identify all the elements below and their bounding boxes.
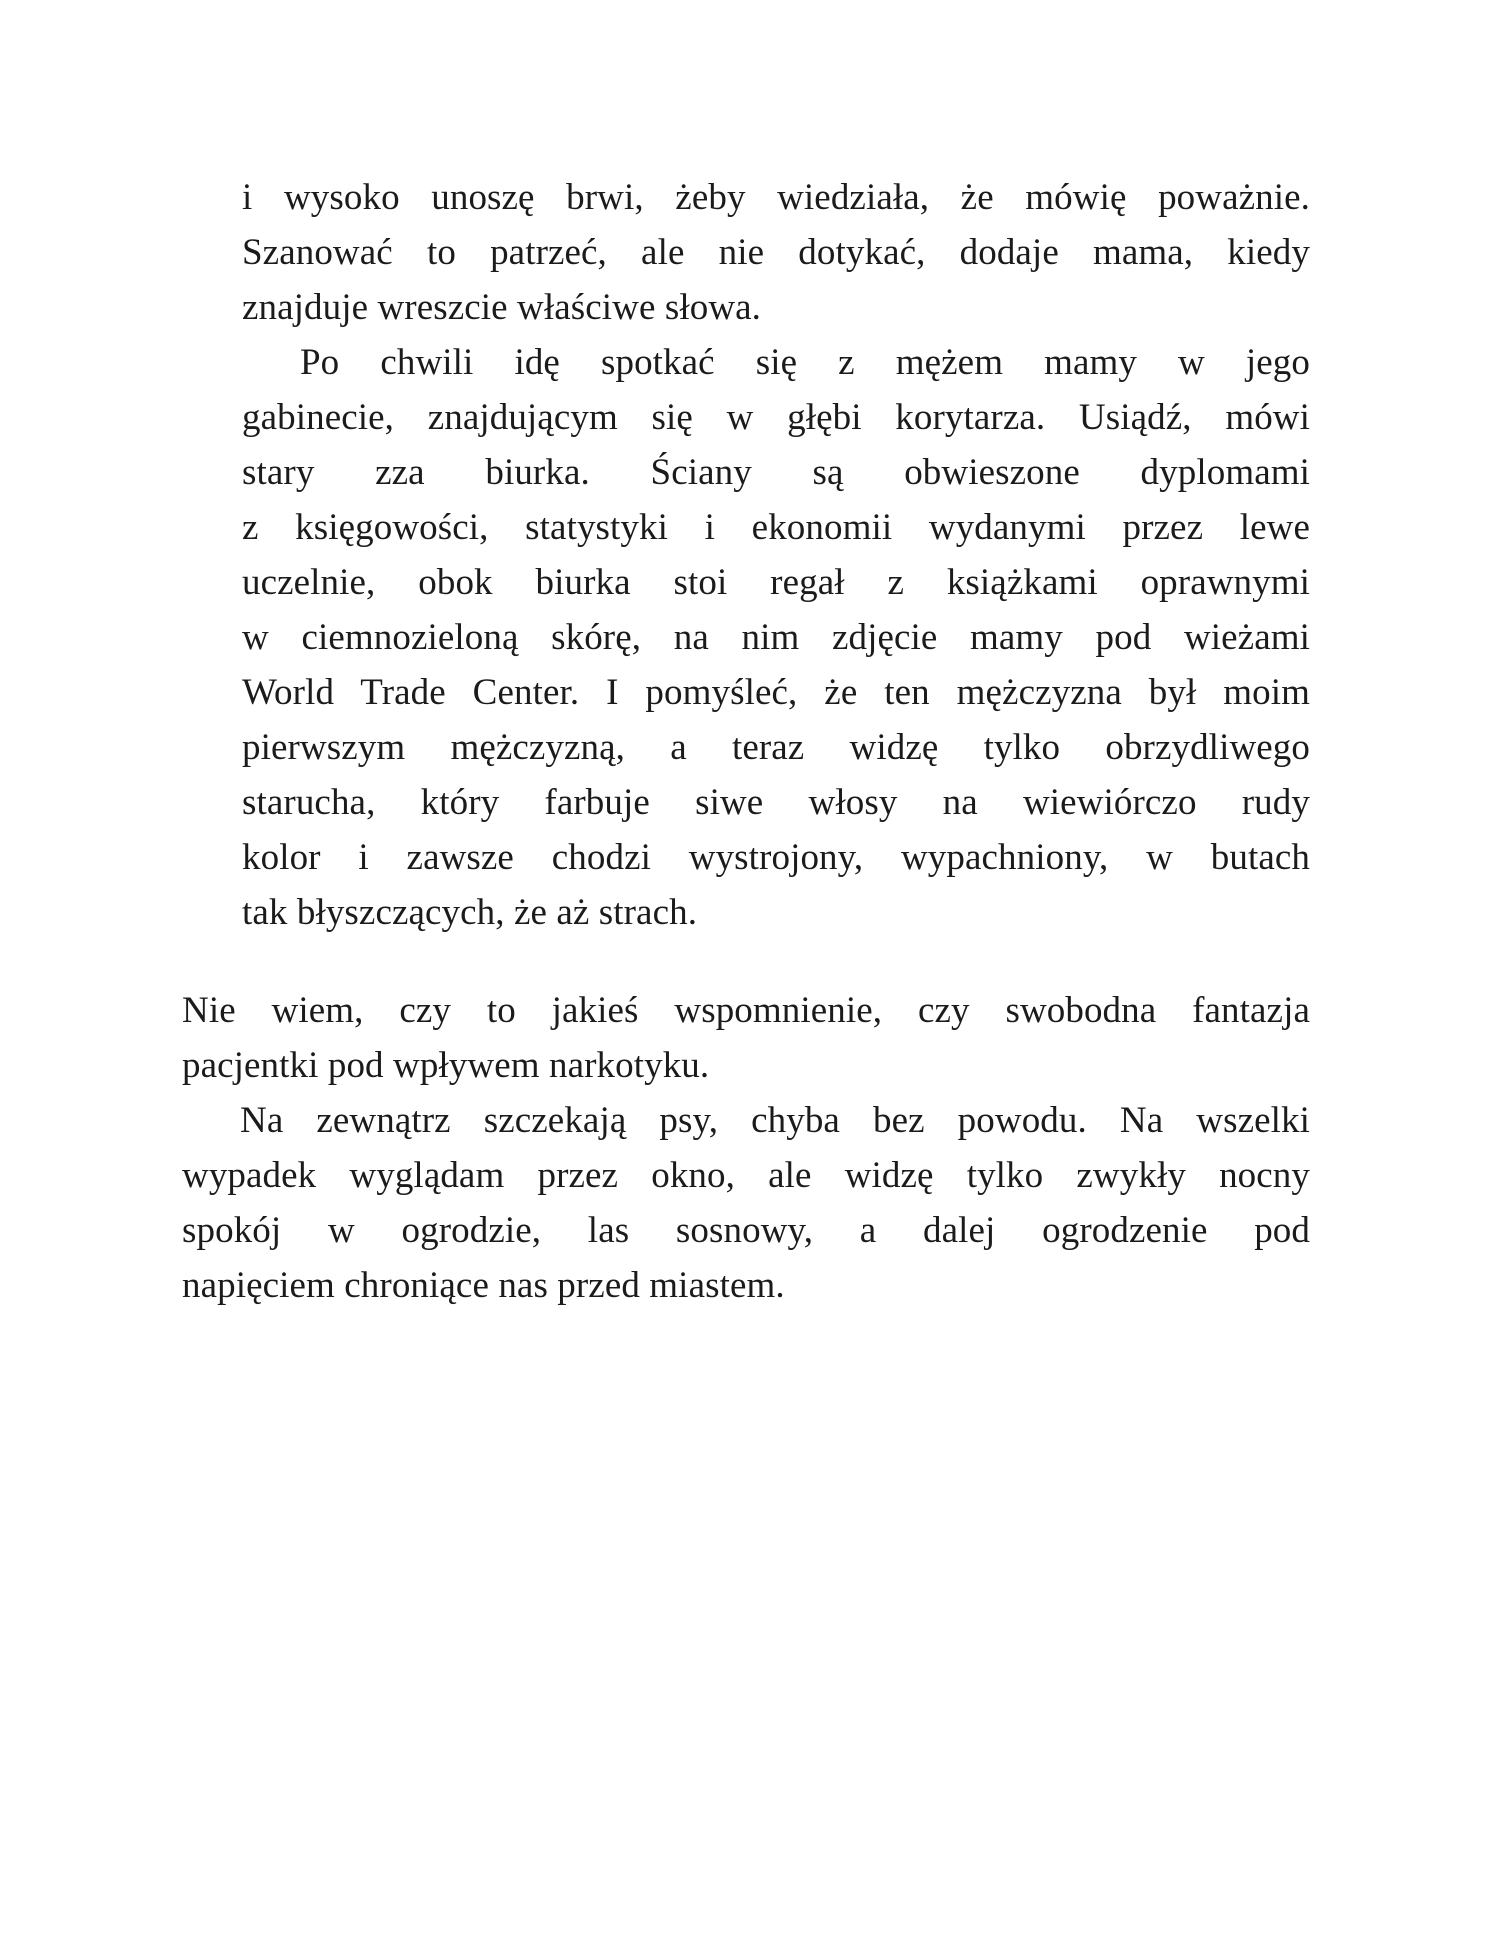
text-line: pacjentki pod wpływem narkotyku. — [182, 1045, 710, 1086]
paragraph — [242, 335, 1310, 940]
text-line: i wysoko unoszę brwi, żeby wiedziała, że mówię poważnie. — [242, 177, 1310, 218]
text-line: gabinecie, znajdującym się w głębi korytarza. Usiądź, mówi — [242, 397, 1310, 438]
text-line: tak błyszczących, że aż strach. — [242, 892, 698, 933]
paragraph — [182, 1093, 1310, 1313]
text-line: Nie wiem, czy to jakieś wspomnienie, czy swobodna fantazja — [182, 990, 1310, 1031]
text-column — [182, 170, 1310, 1313]
text-line: Po chwili idę spotkać się z mężem mamy w jego — [300, 342, 1310, 383]
main-text-block — [182, 983, 1310, 1313]
text-line: starucha, który farbuje siwe włosy na wiewiórczo rudy — [242, 782, 1310, 823]
text-line: napięciem chroniące nas przed miastem. — [182, 1265, 785, 1306]
text-line: wypadek wyglądam przez okno, ale widzę tylko zwykły nocny — [182, 1155, 1310, 1196]
text-line: stary zza biurka. Ściany są obwieszone dyplomami — [242, 452, 1310, 493]
indented-quote-block — [242, 170, 1310, 940]
text-line: w ciemnozieloną skórę, na nim zdjęcie mamy pod wieżami — [242, 617, 1310, 658]
text-line: z księgowości, statystyki i ekonomii wydanymi przez lewe — [242, 507, 1310, 548]
text-line: pierwszym mężczyzną, a teraz widzę tylko obrzydliwego — [242, 727, 1310, 768]
text-line: Na zewnątrz szczekają psy, chyba bez powodu. Na wszelki — [240, 1100, 1310, 1141]
paragraph — [182, 983, 1310, 1093]
text-line: spokój w ogrodzie, las sosnowy, a dalej ogrodzenie pod — [182, 1210, 1310, 1251]
text-line: Szanować to patrzeć, ale nie dotykać, dodaje mama, kiedy — [242, 232, 1310, 273]
section-gap — [182, 940, 1310, 983]
text-line: kolor i zawsze chodzi wystrojony, wypachniony, w butach — [242, 837, 1310, 878]
text-line: znajduje wreszcie właściwe słowa. — [242, 287, 762, 328]
paragraph — [242, 170, 1310, 335]
text-line: uczelnie, obok biurka stoi regał z książkami oprawnymi — [242, 562, 1310, 603]
text-line: World Trade Center. I pomyśleć, że ten mężczyzna był moim — [242, 672, 1310, 713]
